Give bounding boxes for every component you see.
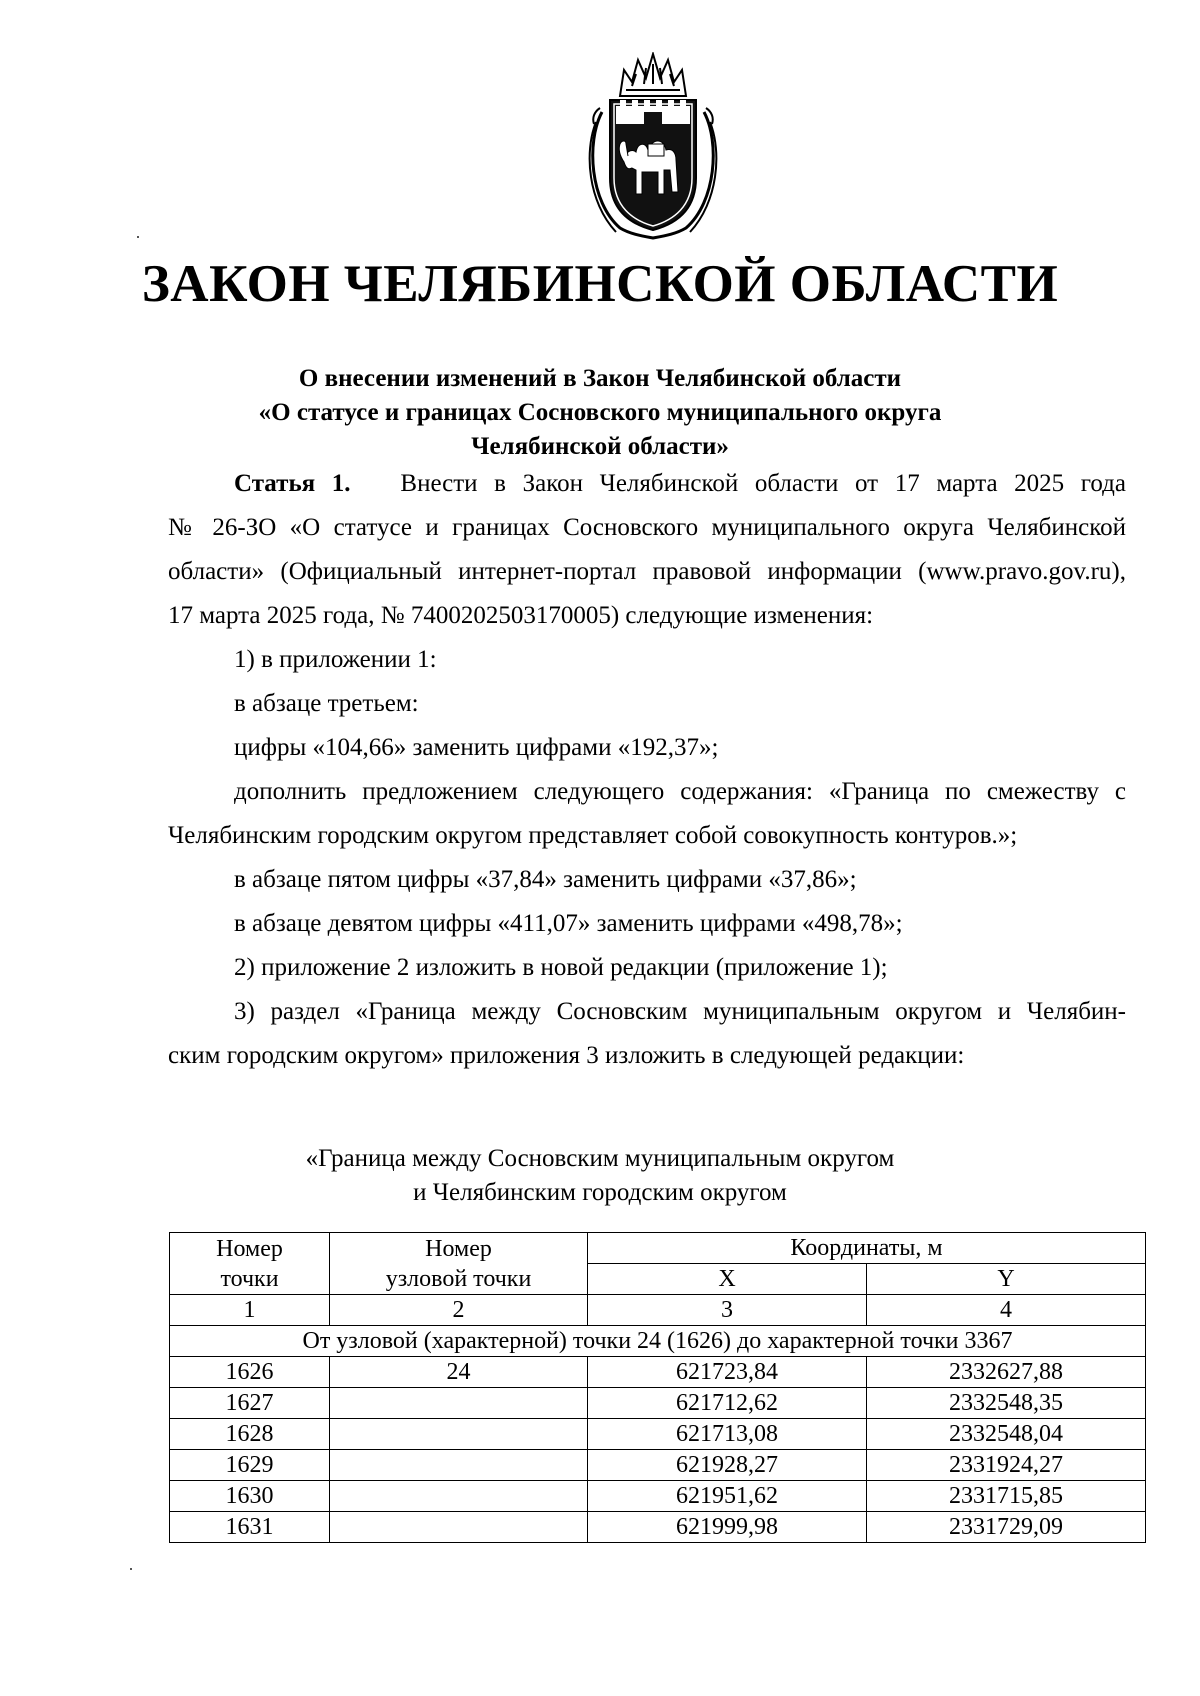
y-cell: 2331715,85 — [867, 1481, 1146, 1512]
header-coordinates: Координаты, м — [588, 1233, 1146, 1264]
section-row — [170, 1326, 1146, 1357]
node-cell — [330, 1450, 588, 1481]
y-cell: 2332627,88 — [867, 1357, 1146, 1388]
coat-of-arms-emblem — [580, 52, 726, 242]
column-number: 3 — [588, 1295, 867, 1326]
table-row — [170, 1419, 1146, 1450]
y-cell: 2331729,09 — [867, 1512, 1146, 1543]
table-header-row — [170, 1233, 1146, 1264]
item-1-digits: цифры «104,66» заменить цифрами «192,37»; — [234, 734, 719, 761]
table-title-line: и Челябинским городским округом — [413, 1179, 787, 1206]
item-3: 3) раздел «Граница между Сосновским муниципальным округом и Челябин- — [234, 998, 1126, 1025]
item-1-fifth-paragraph: в абзаце пятом цифры «37,84» заменить цифрами «37,86»; — [234, 866, 857, 893]
article-line: 17 марта 2025 года, № 7400202503170005) следующие изменения: — [168, 602, 874, 629]
table-row — [170, 1388, 1146, 1419]
article-first-line — [234, 462, 1126, 506]
node-cell: 24 — [330, 1357, 588, 1388]
table-row — [170, 1512, 1146, 1543]
item-1: 1) в приложении 1: — [234, 646, 437, 673]
item-1-add-sentence: дополнить предложением следующего содержания: «Граница по смежеству с — [234, 778, 1126, 805]
column-number: 2 — [330, 1295, 588, 1326]
point-cell: 1627 — [170, 1388, 330, 1419]
column-number-row — [170, 1295, 1146, 1326]
node-cell — [330, 1481, 588, 1512]
subtitle-line: Челябинской области» — [471, 433, 729, 460]
item-1-add-sentence-cont: Челябинским городским округом представляет собой совокупность контуров.»; — [168, 822, 1018, 849]
node-cell — [330, 1388, 588, 1419]
point-cell: 1629 — [170, 1450, 330, 1481]
scan-speck — [137, 236, 139, 238]
x-cell: 621951,62 — [588, 1481, 867, 1512]
table-title — [0, 1142, 1200, 1210]
y-cell: 2332548,04 — [867, 1419, 1146, 1450]
article-text: Внести в Закон Челябинской области от 17 марта 2025 года — [400, 470, 1126, 497]
law-subtitle — [0, 362, 1200, 464]
item-3-cont: ским городским округом» приложения 3 изложить в следующей редакции: — [168, 1042, 965, 1069]
point-cell: 1626 — [170, 1357, 330, 1388]
article-line: области» (Официальный интернет-портал правовой информации (www.pravo.gov.ru), — [168, 558, 1126, 585]
point-cell: 1631 — [170, 1512, 330, 1543]
header-point-number: Номер точки — [170, 1233, 330, 1295]
header-x: X — [588, 1264, 867, 1295]
y-cell: 2332548,35 — [867, 1388, 1146, 1419]
crown-icon — [620, 54, 686, 96]
y-cell: 2331924,27 — [867, 1450, 1146, 1481]
x-cell: 621712,62 — [588, 1388, 867, 1419]
section-caption: От узловой (характерной) точки 24 (1626) до характерной точки 3367 — [170, 1326, 1146, 1357]
item-2: 2) приложение 2 изложить в новой редакции (приложение 1); — [234, 954, 888, 981]
x-cell: 621713,08 — [588, 1419, 867, 1450]
node-cell — [330, 1512, 588, 1543]
item-1-ninth-paragraph: в абзаце девятом цифры «411,07» заменить цифрами «498,78»; — [234, 910, 903, 937]
point-cell: 1630 — [170, 1481, 330, 1512]
x-cell: 621928,27 — [588, 1450, 867, 1481]
subtitle-line: «О статусе и границах Сосновского муниципального округа — [258, 399, 942, 426]
table-title-line: «Граница между Сосновским муниципальным округом — [305, 1145, 895, 1172]
x-cell: 621723,84 — [588, 1357, 867, 1388]
column-number: 4 — [867, 1295, 1146, 1326]
x-cell: 621999,98 — [588, 1512, 867, 1543]
point-cell: 1628 — [170, 1419, 330, 1450]
node-cell — [330, 1419, 588, 1450]
table-row — [170, 1481, 1146, 1512]
subtitle-line: О внесении изменений в Закон Челябинской области — [298, 365, 902, 392]
table-row — [170, 1450, 1146, 1481]
column-number: 1 — [170, 1295, 330, 1326]
coordinates-table — [169, 1232, 1146, 1543]
scan-speck — [130, 1568, 132, 1570]
article-line: № 26-ЗО «О статусе и границах Сосновского муниципального округа Челябинской — [168, 514, 1126, 541]
article-label: Статья 1. — [234, 470, 351, 497]
law-title: ЗАКОН ЧЕЛЯБИНСКОЙ ОБЛАСТИ — [141, 255, 1059, 313]
table-row — [170, 1357, 1146, 1388]
header-node-number: Номер узловой точки — [330, 1233, 588, 1295]
item-1-paragraph: в абзаце третьем: — [234, 690, 419, 717]
header-y: Y — [867, 1264, 1146, 1295]
